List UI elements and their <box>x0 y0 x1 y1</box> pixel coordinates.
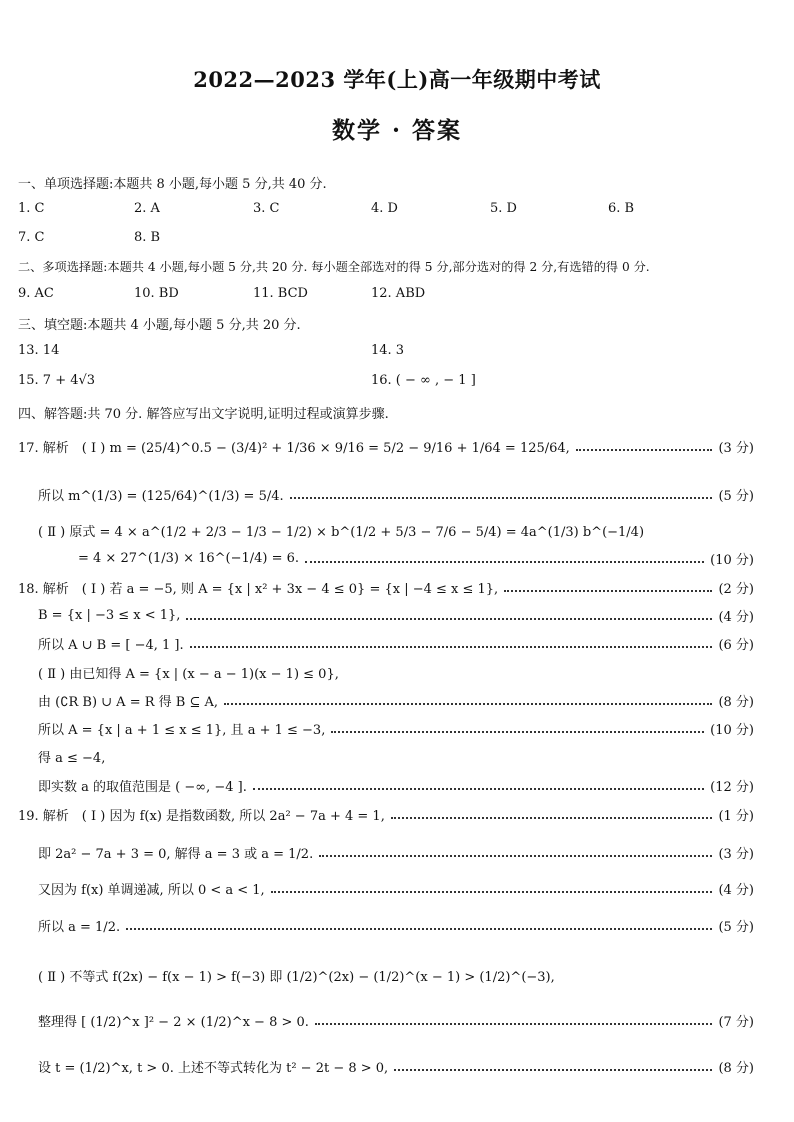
score-label: (2 分) <box>718 582 754 597</box>
solution-text: 即 2a² − 7a + 3 = 0, 解得 a = 3 或 a = 1/2. <box>38 847 314 862</box>
answer-item: 15. 7 + 4√3 <box>18 373 96 388</box>
solution-line <box>38 485 754 504</box>
solution-text: 所以 A ∪ B = [ −4, 1 ]. <box>38 638 184 653</box>
solution-line <box>38 843 754 862</box>
solution-line <box>38 1011 754 1030</box>
solution-text: 所以 m^(1/3) = (125/64)^(1/3) = 5/4. <box>38 489 284 504</box>
solution-text: 17. 解析 ( Ⅰ ) m = (25/4)^0.5 − (3/4)² + 1/36 × 9/16 = 5/2 − 9/16 + 1/64 = 125/64, <box>18 441 570 456</box>
leader-dots <box>126 928 712 930</box>
page-subtitle: 数学 · 答案 <box>331 117 463 144</box>
answer-item: 7. C <box>18 230 45 245</box>
score-label: (10 分) <box>710 553 754 568</box>
solution-line <box>18 578 754 597</box>
score-label: (12 分) <box>710 780 754 795</box>
score-label: (8 分) <box>718 1061 754 1076</box>
solution-text: 所以 a = 1/2. <box>38 920 121 935</box>
leader-dots <box>331 731 704 733</box>
leader-dots <box>271 891 713 893</box>
leader-dots <box>576 449 713 451</box>
score-label: (4 分) <box>718 883 754 898</box>
page-title: 2022—2023 学年(上)高一年级期中考试 <box>193 67 601 92</box>
answer-item: 4. D <box>371 201 398 216</box>
leader-dots <box>315 1023 713 1025</box>
leader-dots <box>504 590 712 592</box>
solution-line <box>38 916 754 935</box>
solution-text: ( Ⅱ ) 原式 = 4 × a^(1/2 + 2/3 − 1/3 − 1/2) × b^(1/2 + 5/3 − 7/6 − 5/4) = 4a^(1/3) b^(−1/4) <box>38 525 645 540</box>
solution-line <box>38 879 754 898</box>
answer-item: 11. BCD <box>253 286 308 301</box>
solution-text: 得 a ≤ −4, <box>38 751 106 766</box>
solution-text: ( Ⅱ ) 由已知得 A = {x | (x − a − 1)(x − 1) ≤ 0}, <box>38 667 339 682</box>
solution-line <box>38 719 754 738</box>
solution-line <box>18 437 754 456</box>
leader-dots <box>190 646 713 648</box>
leader-dots <box>305 561 704 563</box>
section4-heading: 四、解答题:共 70 分. 解答应写出文字说明,证明过程或演算步骤. <box>18 407 389 422</box>
solution-text: ( Ⅱ ) 不等式 f(2x) − f(x − 1) > f(−3) 即 (1/2)^(2x) − (1/2)^(x − 1) > (1/2)^(−3), <box>38 970 555 985</box>
solution-line <box>38 606 754 625</box>
answer-item: 14. 3 <box>371 343 405 358</box>
section1-heading: 一、单项选择题:本题共 8 小题,每小题 5 分,共 40 分. <box>18 177 327 192</box>
solution-text: 18. 解析 ( Ⅰ ) 若 a = −5, 则 A = {x | x² + 3x − 4 ≤ 0} = {x | −4 ≤ x ≤ 1}, <box>18 582 499 597</box>
leader-dots <box>290 497 713 499</box>
answer-item: 10. BD <box>134 286 179 301</box>
leader-dots <box>253 788 704 790</box>
leader-dots <box>319 855 712 857</box>
answer-item: 8. B <box>134 230 161 245</box>
score-label: (3 分) <box>718 441 754 456</box>
section3-heading: 三、填空题:本题共 4 小题,每小题 5 分,共 20 分. <box>18 318 301 333</box>
solution-line <box>18 805 754 824</box>
score-label: (1 分) <box>718 809 754 824</box>
answer-item: 1. C <box>18 201 45 216</box>
answer-item: 3. C <box>253 201 280 216</box>
solution-text: 由 (∁R B) ∪ A = R 得 B ⊆ A, <box>38 695 219 710</box>
score-label: (5 分) <box>718 489 754 504</box>
score-label: (5 分) <box>718 920 754 935</box>
answer-item: 6. B <box>608 201 635 216</box>
score-label: (7 分) <box>718 1015 754 1030</box>
answer-item: 2. A <box>134 201 160 216</box>
score-label: (10 分) <box>710 723 754 738</box>
leader-dots <box>224 703 712 705</box>
solution-text: 设 t = (1/2)^x, t > 0. 上述不等式转化为 t² − 2t − 8 > 0, <box>38 1061 389 1076</box>
score-label: (6 分) <box>718 638 754 653</box>
leader-dots <box>186 618 712 620</box>
leader-dots <box>394 1069 712 1071</box>
solution-text: 19. 解析 ( Ⅰ ) 因为 f(x) 是指数函数, 所以 2a² − 7a + 4 = 1, <box>18 809 385 824</box>
solution-line <box>78 549 754 568</box>
solution-line <box>38 634 754 653</box>
answer-item: 9. AC <box>18 286 54 301</box>
solution-line <box>38 776 754 795</box>
solution-text: = 4 × 27^(1/3) × 16^(−1/4) = 6. <box>78 551 300 566</box>
answer-item: 16. ( − ∞ , − 1 ] <box>371 373 476 388</box>
solution-text: 又因为 f(x) 单调递减, 所以 0 < a < 1, <box>38 883 265 898</box>
score-label: (4 分) <box>718 610 754 625</box>
solution-text: 所以 A = {x | a + 1 ≤ x ≤ 1}, 且 a + 1 ≤ −3, <box>38 723 326 738</box>
solution-line <box>38 691 754 710</box>
score-label: (3 分) <box>718 847 754 862</box>
solution-text: B = {x | −3 ≤ x < 1}, <box>38 608 181 623</box>
answer-item: 12. ABD <box>371 286 426 301</box>
answer-item: 5. D <box>490 201 517 216</box>
solution-text: 整理得 [ (1/2)^x ]² − 2 × (1/2)^x − 8 > 0. <box>38 1015 309 1030</box>
leader-dots <box>391 817 713 819</box>
score-label: (8 分) <box>718 695 754 710</box>
solution-text: 即实数 a 的取值范围是 ( −∞, −4 ]. <box>38 780 247 795</box>
solution-line <box>38 1057 754 1076</box>
answer-item: 13. 14 <box>18 343 60 358</box>
section2-heading: 二、多项选择题:本题共 4 小题,每小题 5 分,共 20 分. 每小题全部选对的得 5 分,部分选对的得 2 分,有选错的得 0 分. <box>18 260 650 274</box>
